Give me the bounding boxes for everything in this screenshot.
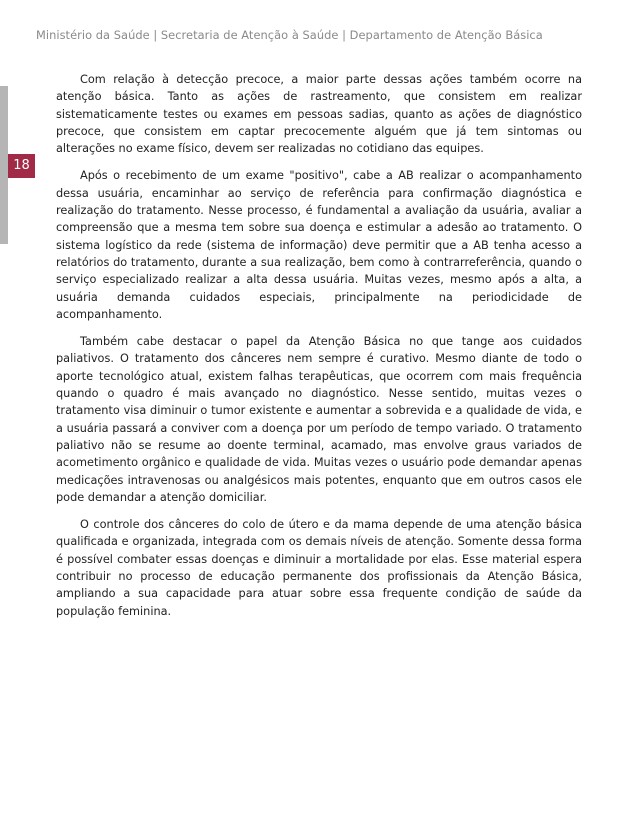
running-header: Ministério da Saúde | Secretaria de Atenção à Saúde | Departamento de Atenção Básica xyxy=(36,28,543,42)
paragraph-controle-canceres: O controle dos cânceres do colo de útero e da mama depende de uma atenção básica qualificada e organizada, integrada com os demais níveis de atenção. Somente dessa forma é possível combater essas doenças e diminuir a mortalidade por elas. Esse material espera contribuir no processo de educação permanente dos profissionais da Atenção Básica, ampliando a sua capacidade para atuar sobre essa frequente condição de saúde da população feminina. xyxy=(56,518,582,618)
paragraph-acompanhamento: Após o recebimento de um exame "positivo", cabe a AB realizar o acompanhamento dessa usuária, encaminhar ao serviço de referência para confirmação diagnóstica e realização do tratamento. Nesse processo, é fundamental a avaliação da usuária, avaliar a compreensão que a mesma tem sobre sua doença e estimular a adesão ao tratamento. O sistema logístico da rede (sistema de informação) deve permitir que a AB tenha acesso a relatórios do tratamento, durante a sua realização, bem como à contrarreferência, quando o serviço especializado realizar a alta dessa usuária. Muitas vezes, mesmo após a alta, a usuária demanda cuidados especiais, principalmente na periodicidade de acompanhamento. xyxy=(56,169,582,321)
paragraph-cuidados-paliativos: Também cabe destacar o papel da Atenção Básica no que tange aos cuidados paliativos. O tratamento dos cânceres nem sempre é curativo. Mesmo diante de todo o aporte tecnológico atual, existem falhas terapêuticas, que ocorrem com mais frequência quando o quadro é mais avançado no diagnóstico. Nesse sentido, muitas vezes o tratamento visa diminuir o tumor existente e aumentar a sobrevida e a qualidade de vida, e a usuária passará a conviver com a doença por um período de tempo variado. O tratamento paliativo não se resume ao doente terminal, acamado, mas envolve graus variados de acometimento orgânico e qualidade de vida. Muitas vezes o usuário pode demandar apenas medicações intravenosas ou analgésicos mais potentes, enquanto que em outros casos ele pode demandar a atenção domiciliar. xyxy=(56,335,582,504)
paragraph-deteccao-precoce: Com relação à detecção precoce, a maior parte dessas ações também ocorre na atenção básica. Tanto as ações de rastreamento, que consistem em realizar sistematicamente testes ou exames em pessoas sadias, quanto as ações de diagnóstico precoce, que consistem em captar precocemente alguém que já tem sintomas ou alterações no exame físico, devem ser realizadas no cotidiano das equipes. xyxy=(56,73,582,156)
body-text xyxy=(56,71,582,630)
page-number: 18 xyxy=(8,154,35,178)
page-edge-bar xyxy=(0,86,8,244)
